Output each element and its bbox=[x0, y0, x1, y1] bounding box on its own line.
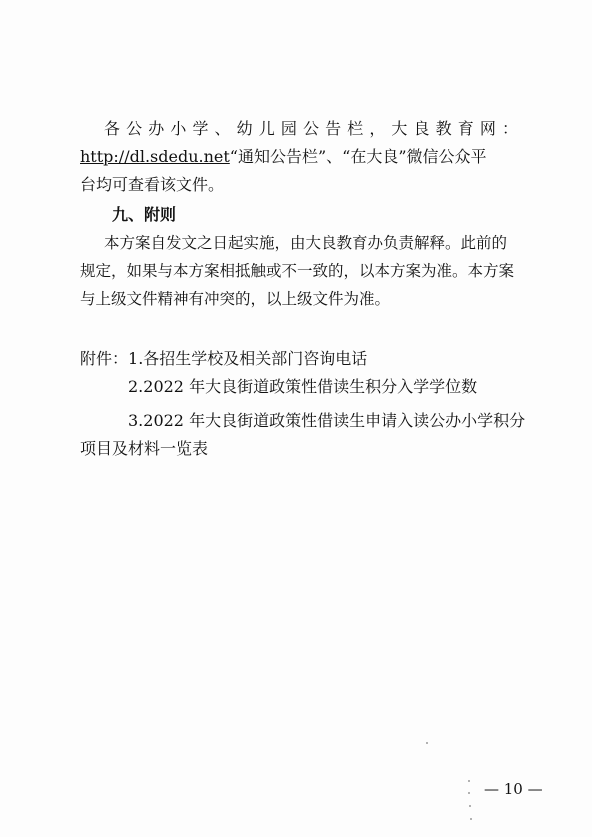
scan-speck bbox=[469, 805, 471, 807]
attachment-item-3-line-1: 3.2022 年大良街道政策性借读生申请入读公办小学积分 bbox=[128, 411, 526, 430]
section-heading-supplementary: 九、附则 bbox=[112, 205, 177, 224]
scan-speck bbox=[468, 792, 470, 794]
attachment-item-3-line-2: 项目及材料一览表 bbox=[80, 439, 209, 458]
scan-speck bbox=[470, 818, 472, 820]
paragraph-supplementary-line-2: 规定，如果与本方案相抵触或不一致的，以本方案为准。本方案 bbox=[80, 262, 515, 280]
scan-speck bbox=[468, 780, 470, 782]
paragraph-notice-line-2 bbox=[80, 146, 520, 168]
page-number: — 10 — bbox=[484, 780, 543, 798]
paragraph-notice-line-1: 各公办小学、幼儿园公告栏，大良教育网： bbox=[104, 119, 520, 138]
attachment-item-2: 2.2022 年大良街道政策性借读生积分入学学位数 bbox=[128, 377, 478, 396]
attachment-list-first-row bbox=[80, 348, 367, 370]
paragraph-notice-line-3: 台均可查看该文件。 bbox=[80, 175, 225, 194]
attachments-label: 附件： bbox=[80, 349, 129, 368]
attachment-item-1: 1.各招生学校及相关部门咨询电话 bbox=[128, 349, 368, 368]
scan-speck bbox=[426, 742, 428, 744]
paragraph-supplementary-line-1: 本方案自发文之日起实施，由大良教育办负责解释。此前的 bbox=[104, 234, 508, 252]
paragraph-notice-line-2-text: “通知公告栏”、“在大良”微信公众平 bbox=[229, 147, 487, 166]
website-link[interactable]: http://dl.sdedu.net bbox=[80, 147, 230, 166]
paragraph-supplementary-line-3: 与上级文件精神有冲突的，以上级文件为准。 bbox=[80, 290, 391, 308]
